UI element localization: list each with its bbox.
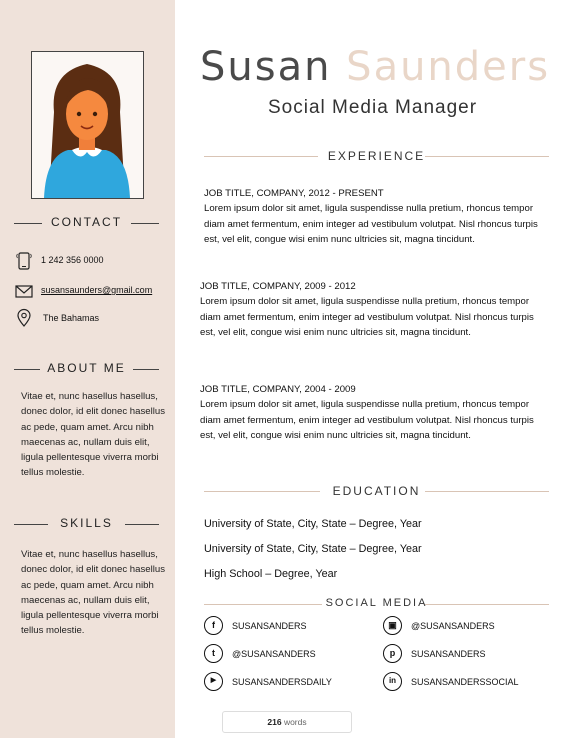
first-name: Susan	[200, 44, 332, 90]
skills-text: Vitae et, nunc hasellus hasellus, donec dolor, id elit donec hasellus ac pede, quam amet. Arcu nibh maecenas ac, nullam duis elit, ligula pellentesque viverra morbi tellus molestie.	[21, 549, 166, 637]
social-handle: SUSANSANDERS	[411, 649, 486, 659]
pinterest-icon: p	[383, 644, 402, 663]
about-heading	[14, 361, 159, 377]
social-handle: @SUSANSANDERS	[232, 649, 316, 659]
email-link[interactable]: susansaunders@gmail.com	[41, 285, 153, 295]
sidebar	[0, 0, 175, 738]
education-item: High School – Degree, Year	[204, 568, 338, 580]
social-handle: SUSANSANDERSSOCIAL	[411, 677, 519, 687]
job-entry	[200, 279, 545, 340]
skills-heading	[14, 516, 159, 532]
job-title: JOB TITLE, COMPANY, 2012 - PRESENT	[204, 188, 384, 199]
job-role: Social Media Manager	[268, 97, 478, 118]
social-handle: SUSANSANDERSDAILY	[232, 677, 332, 687]
about-text: Vitae et, nunc hasellus hasellus, donec dolor, id elit donec hasellus ac pede, quam amet. Arcu nibh maecenas ac, nullam duis elit, ligula pellentesque viverra morbi tellus molestie.	[21, 391, 166, 479]
youtube-icon: ▶	[204, 672, 223, 691]
word-count-number: 216	[267, 717, 282, 727]
avatar-illustration	[32, 52, 143, 198]
envelope-icon	[14, 281, 34, 301]
facebook-icon: f	[204, 616, 223, 635]
full-name	[200, 44, 550, 90]
instagram-icon: ▣	[383, 616, 402, 635]
contact-heading-label: CONTACT	[50, 215, 123, 229]
contact-location	[14, 308, 174, 328]
social-heading	[204, 597, 549, 613]
profile-photo	[31, 51, 144, 199]
about-heading-label: ABOUT ME	[47, 361, 126, 375]
education-heading-label: EDUCATION	[332, 484, 421, 498]
social-handle: SUSANSANDERS	[232, 621, 307, 631]
education-item: University of State, City, State – Degree, Year	[204, 518, 422, 530]
social-heading-label: SOCIAL MEDIA	[325, 597, 428, 609]
contact-heading	[14, 215, 159, 231]
contact-phone	[14, 251, 174, 271]
experience-heading	[204, 149, 549, 165]
word-count-label: words	[283, 717, 307, 727]
contact-email	[14, 281, 174, 301]
word-count-badge	[222, 711, 352, 733]
social-handle: @SUSANSANDERS	[411, 621, 495, 631]
job-entry	[204, 186, 549, 247]
job-title: JOB TITLE, COMPANY, 2009 - 2012	[200, 281, 356, 292]
location-text: The Bahamas	[43, 313, 100, 323]
job-title: JOB TITLE, COMPANY, 2004 - 2009	[200, 384, 356, 395]
job-description: Lorem ipsum dolor sit amet, ligula suspendisse nulla pretium, rhoncus tempor diam amet fermentum, enim integer ad vestibulum volutpat. Nisl rhoncus turpis est, vel elit, congue wisi enim nunc ultricies sit, magna tincidunt.	[200, 296, 534, 338]
twitter-icon: t	[204, 644, 223, 663]
last-name: Saunders	[346, 44, 551, 90]
location-pin-icon	[14, 308, 34, 328]
phone-number: 1 242 356 0000	[41, 255, 104, 265]
linkedin-icon: in	[383, 672, 402, 691]
experience-heading-label: EXPERIENCE	[327, 149, 426, 163]
job-description: Lorem ipsum dolor sit amet, ligula suspendisse nulla pretium, rhoncus tempor diam amet fermentum, enim integer ad vestibulum volutpat. Nisl rhoncus turpis est, vel elit, congue wisi enim nunc ultricies sit, magna tincidunt.	[200, 399, 534, 441]
education-heading	[204, 484, 549, 500]
job-description: Lorem ipsum dolor sit amet, ligula suspendisse nulla pretium, rhoncus tempor diam amet fermentum, enim integer ad vestibulum volutpat. Nisl rhoncus turpis est, vel elit, congue wisi enim nunc ultricies sit, magna tincidunt.	[204, 203, 538, 245]
education-item: University of State, City, State – Degree, Year	[204, 543, 422, 555]
skills-heading-label: SKILLS	[60, 516, 113, 530]
phone-icon	[14, 251, 34, 271]
job-entry	[200, 382, 545, 443]
